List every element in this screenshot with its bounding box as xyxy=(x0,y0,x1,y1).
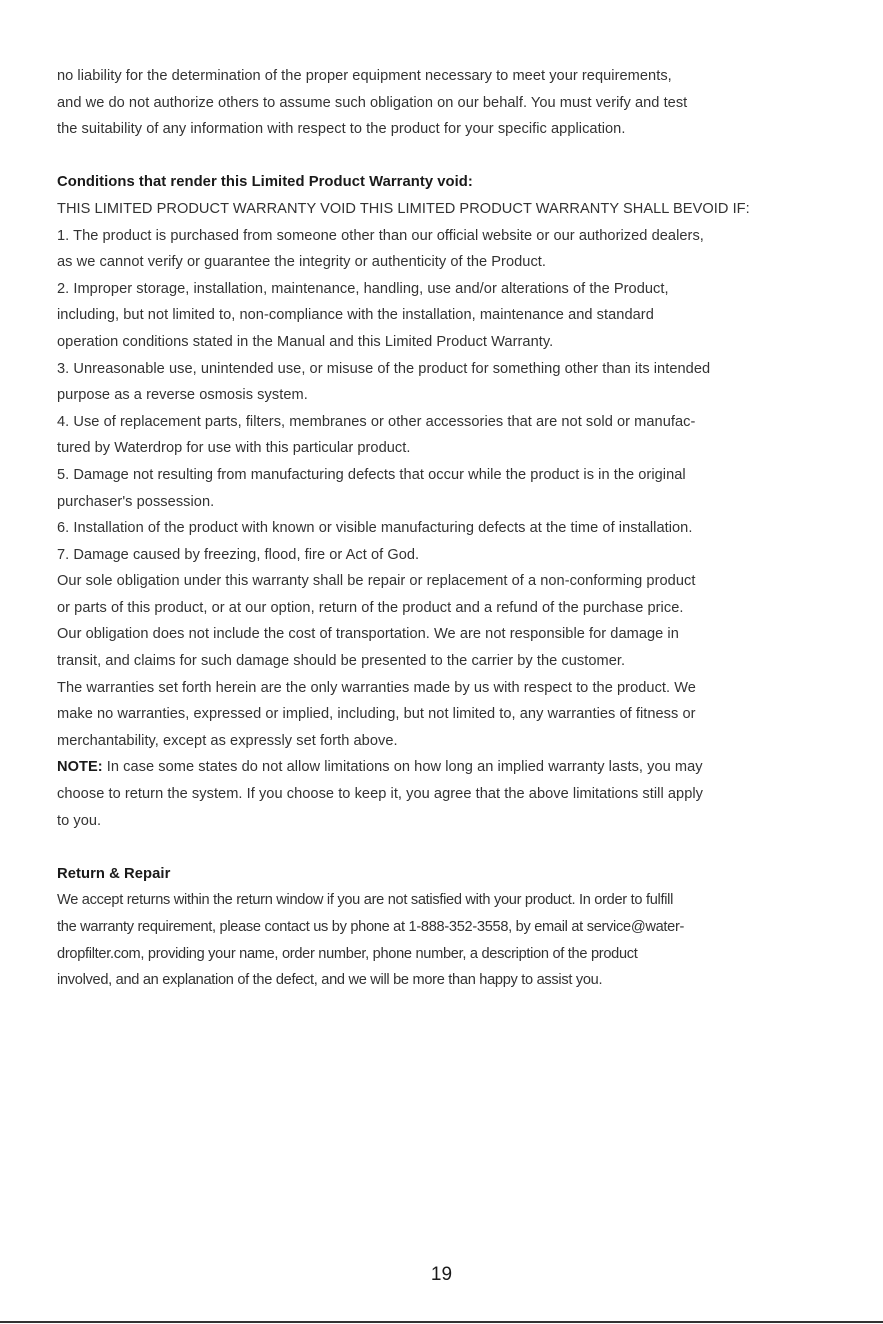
page-number: 19 xyxy=(430,1264,453,1285)
intro-line: and we do not authorize others to assume such obligation on our behalf. You must verify and test xyxy=(57,94,688,111)
conditions-line: including, but not limited to, non-compliance with the installation, maintenance and standard xyxy=(57,307,654,324)
conditions-line: 2. Improper storage, installation, maintenance, handling, use and/or alterations of the Product, xyxy=(57,280,669,297)
intro-paragraph xyxy=(57,63,829,143)
paragraph-gap xyxy=(57,834,829,861)
paragraph-gap xyxy=(57,143,829,170)
conditions-heading: Conditions that render this Limited Product Warranty void: xyxy=(57,174,473,191)
document-page xyxy=(57,63,829,994)
note-line: to you. xyxy=(57,812,102,829)
return-repair-section xyxy=(57,861,829,994)
return-repair-line: the warranty requirement, please contact us by phone at 1-888-352-3558, by email at service@water- xyxy=(57,919,685,935)
intro-line: the suitability of any information with respect to the product for your specific application. xyxy=(57,121,626,138)
conditions-line: The warranties set forth herein are the only warranties made by us with respect to the product. We xyxy=(57,679,696,696)
conditions-line: purchaser's possession. xyxy=(57,493,215,510)
conditions-line: Our obligation does not include the cost of transportation. We are not responsible for damage in xyxy=(57,626,679,643)
return-repair-line: involved, and an explanation of the defect, and we will be more than happy to assist you. xyxy=(57,972,603,989)
note-text: In case some states do not allow limitations on how long an implied warranty lasts, you may xyxy=(102,759,703,776)
conditions-line: purpose as a reverse osmosis system. xyxy=(57,387,308,404)
conditions-line: 3. Unreasonable use, unintended use, or misuse of the product for something other than its intended xyxy=(57,360,711,377)
conditions-line: make no warranties, expressed or implied, including, but not limited to, any warranties of fitness or xyxy=(57,706,696,723)
note-line: choose to return the system. If you choose to keep it, you agree that the above limitations still apply xyxy=(57,786,704,803)
return-repair-heading: Return & Repair xyxy=(57,865,171,882)
note-line xyxy=(57,754,829,781)
bottom-rule xyxy=(0,1321,883,1323)
conditions-line: 1. The product is purchased from someone other than our official website or our authorized dealers, xyxy=(57,227,704,244)
note-label: NOTE: xyxy=(57,759,103,776)
conditions-line: merchantability, except as expressly set forth above. xyxy=(57,732,398,749)
conditions-line: transit, and claims for such damage should be presented to the carrier by the customer. xyxy=(57,653,626,670)
intro-line: no liability for the determination of the proper equipment necessary to meet your requirements, xyxy=(57,68,672,84)
conditions-line: 5. Damage not resulting from manufacturing defects that occur while the product is in the original xyxy=(57,466,686,483)
conditions-line: 7. Damage caused by freezing, flood, fire or Act of God. xyxy=(57,546,420,563)
conditions-section xyxy=(57,169,829,834)
conditions-line: 6. Installation of the product with known or visible manufacturing defects at the time of installation. xyxy=(57,520,693,537)
return-repair-line: dropfilter.com, providing your name, order number, phone number, a description of the product xyxy=(57,945,638,962)
conditions-line: or parts of this product, or at our option, return of the product and a refund of the purchase price. xyxy=(57,599,684,616)
return-repair-line: We accept returns within the return window if you are not satisfied with your product. In order to fulfill xyxy=(57,892,674,909)
conditions-line: Our sole obligation under this warranty shall be repair or replacement of a non-conforming product xyxy=(57,573,696,590)
conditions-line: operation conditions stated in the Manual and this Limited Product Warranty. xyxy=(57,333,554,350)
conditions-line: 4. Use of replacement parts, filters, membranes or other accessories that are not sold or manufac- xyxy=(57,413,696,430)
conditions-line: as we cannot verify or guarantee the integrity or authenticity of the Product. xyxy=(57,254,547,271)
conditions-line: THIS LIMITED PRODUCT WARRANTY VOID THIS LIMITED PRODUCT WARRANTY SHALL BEVOID IF: xyxy=(57,200,750,217)
conditions-line: tured by Waterdrop for use with this particular product. xyxy=(57,440,411,457)
